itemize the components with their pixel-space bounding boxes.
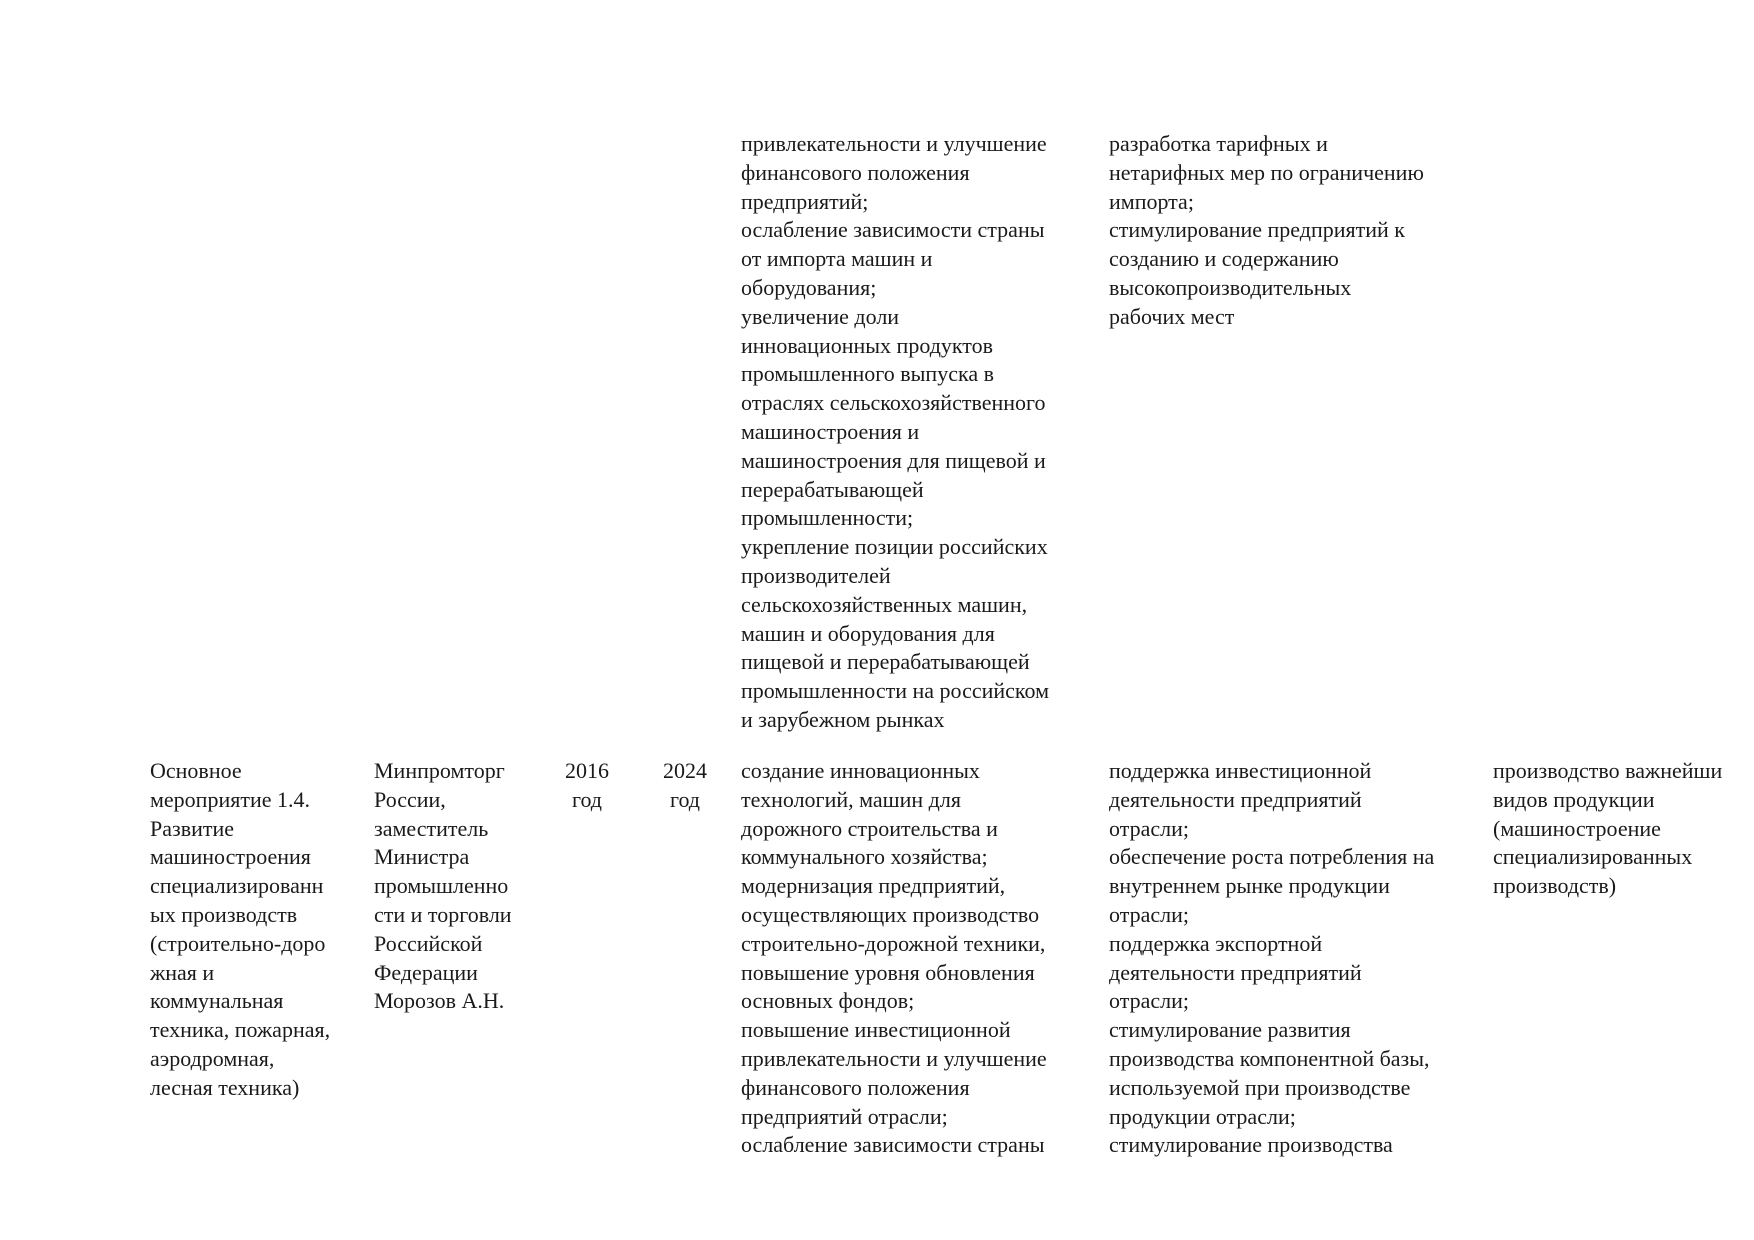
table-cell-results-continued: привлекательности и улучшение финансового положения предприятий; ослабление зависимости страны от импорта машин и оборудования; увеличение доли инновационных продуктов промышленного выпуска в отраслях сельскохозяйственного машиностроения и машиностроения для пищевой и перерабатывающей промышленности; укрепление позиции российских производителей сельскохозяйственных машин, машин и оборудования для пищевой и перерабатывающей промышленности на российском и зарубежном рынках bbox=[741, 131, 1049, 732]
table-cell-expected-results: создание инновационных технологий, машин для дорожного строительства и коммунального хозяйства; модернизация предприятий, осуществляющих производство строительно-дорожной техники, повышение уровня обновления основных фондов; повышение инвестиционной привлекательности и улучшение финансового положения предприятий отрасли; ослабление зависимости страны bbox=[741, 758, 1047, 1158]
table-cell-indicator-link: производство важнейши видов продукции (машиностроение специализированных производств) bbox=[1493, 758, 1723, 899]
table-cell-responsible: Минпромторг России, заместитель Министра промышленно сти и торговли Российской Федерации Морозов А.Н. bbox=[374, 758, 512, 1014]
table-cell-implementation-directions: поддержка инвестиционной деятельности предприятий отрасли; обеспечение роста потребления на внутреннем рынке продукции отрасли; поддержка экспортной деятельности предприятий отрасли; стимулирование развития производства компонентной базы, используемой при производстве продукции отрасли; стимулирование производства bbox=[1109, 758, 1435, 1158]
table-cell-directions-continued: разработка тарифных и нетарифных мер по ограничению импорта; стимулирование предприятий к созданию и содержанию высокопроизводительных рабочих мест bbox=[1109, 131, 1424, 329]
table-cell-end-year: 2024 год bbox=[663, 758, 707, 812]
table-cell-start-year: 2016 год bbox=[565, 758, 609, 812]
table-cell-measure-name: Основное мероприятие 1.4. Развитие машиностроения специализированн ых производств (строительно-доро жная и коммунальная техника, пожарная, аэродромная, лесная техника) bbox=[150, 758, 331, 1100]
